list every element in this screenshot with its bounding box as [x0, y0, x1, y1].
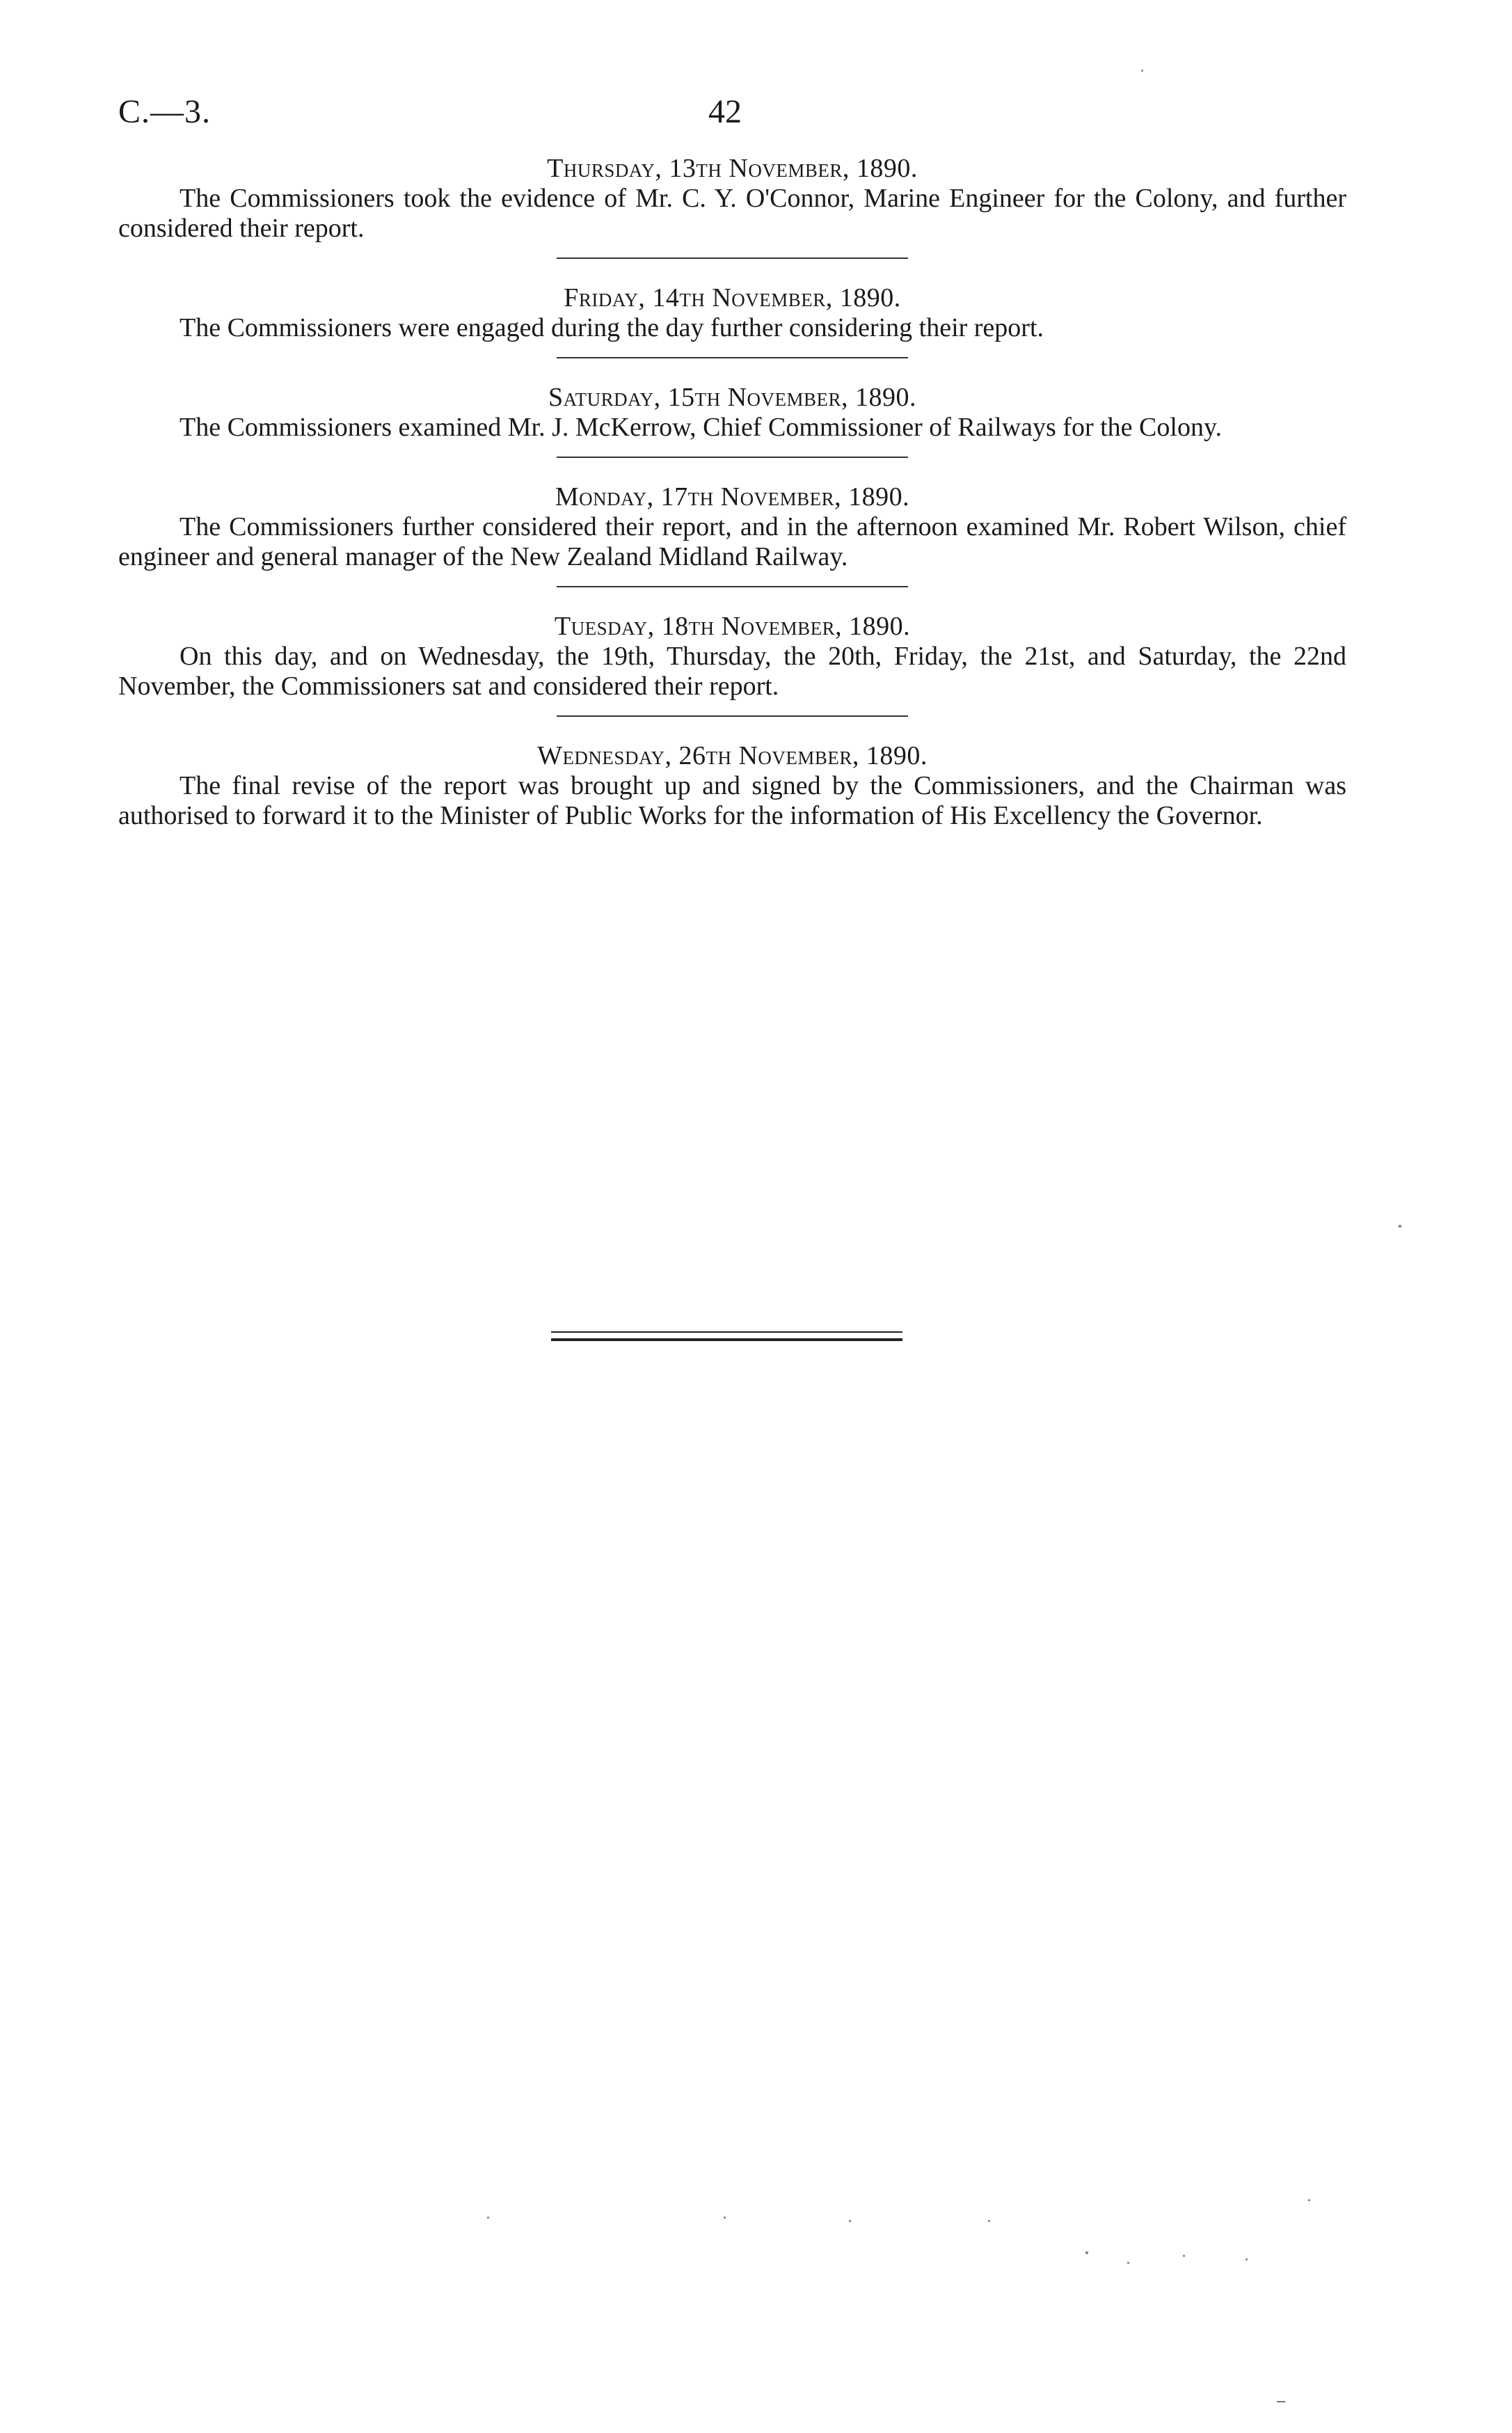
- scan-speck: [724, 2217, 726, 2219]
- page-number: 42: [708, 93, 742, 130]
- entry-text: On this day, and on Wednesday, the 19th, Thursday, the 20th, Friday, the 21st, and Saturday, the 22nd November, the Commissioners sat and considered their report.: [118, 642, 1346, 701]
- minutes-content: [118, 153, 1346, 831]
- scan-speck: [1141, 70, 1143, 72]
- section-divider: [557, 257, 908, 259]
- minutes-entry: [118, 283, 1346, 343]
- entry-date-heading: Monday, 17th November, 1890.: [555, 482, 910, 512]
- entry-text: The Commissioners examined Mr. J. McKerrow, Chief Commissioner of Railways for the Colony.: [180, 413, 1222, 442]
- entry-text: The Commissioners took the evidence of Mr. C. Y. O'Connor, Marine Engineer for the Colony, and further considered their report.: [118, 184, 1346, 243]
- minutes-entry: [118, 482, 1346, 572]
- scan-speck: [1085, 2251, 1088, 2254]
- scan-speck: [1127, 2262, 1129, 2264]
- minutes-entry: [118, 382, 1346, 443]
- entry-date-heading: Saturday, 15th November, 1890.: [548, 383, 917, 412]
- scan-speck: [1399, 1225, 1401, 1228]
- document-code: C.—3.: [118, 93, 212, 130]
- section-divider: [557, 715, 908, 717]
- section-divider: [557, 457, 908, 458]
- minutes-entry: [118, 740, 1346, 831]
- minutes-entry: [118, 611, 1346, 702]
- scan-speck: [849, 2220, 851, 2222]
- minutes-entry: [118, 153, 1346, 244]
- entry-text: The final revise of the report was brought up and signed by the Commissioners, and the Chairman was authorised to forward it to the Minister of Public Works for the information of His Excellency the Governor.: [118, 771, 1346, 830]
- entry-text: The Commissioners further considered their report, and in the afternoon examined Mr. Robert Wilson, chief engineer and general manager of the New Zealand Midland Railway.: [118, 512, 1346, 571]
- scan-speck: [1308, 2199, 1310, 2201]
- entry-date-heading: Thursday, 13th November, 1890.: [547, 154, 918, 183]
- section-divider: [557, 357, 908, 358]
- entry-date-heading: Tuesday, 18th November, 1890.: [554, 612, 911, 641]
- scan-speck: [487, 2217, 489, 2219]
- entry-date-heading: Friday, 14th November, 1890.: [564, 283, 901, 312]
- entry-date-heading: Wednesday, 26th November, 1890.: [537, 741, 928, 770]
- entry-text: The Commissioners were engaged during the day further considering their report.: [180, 313, 1044, 342]
- end-double-rule: [551, 1331, 902, 1341]
- scan-speck: [988, 2220, 990, 2222]
- scan-speck: [1183, 2255, 1185, 2257]
- section-divider: [557, 586, 908, 587]
- scan-speck: [1246, 2258, 1248, 2260]
- scan-speck: [1277, 2401, 1285, 2402]
